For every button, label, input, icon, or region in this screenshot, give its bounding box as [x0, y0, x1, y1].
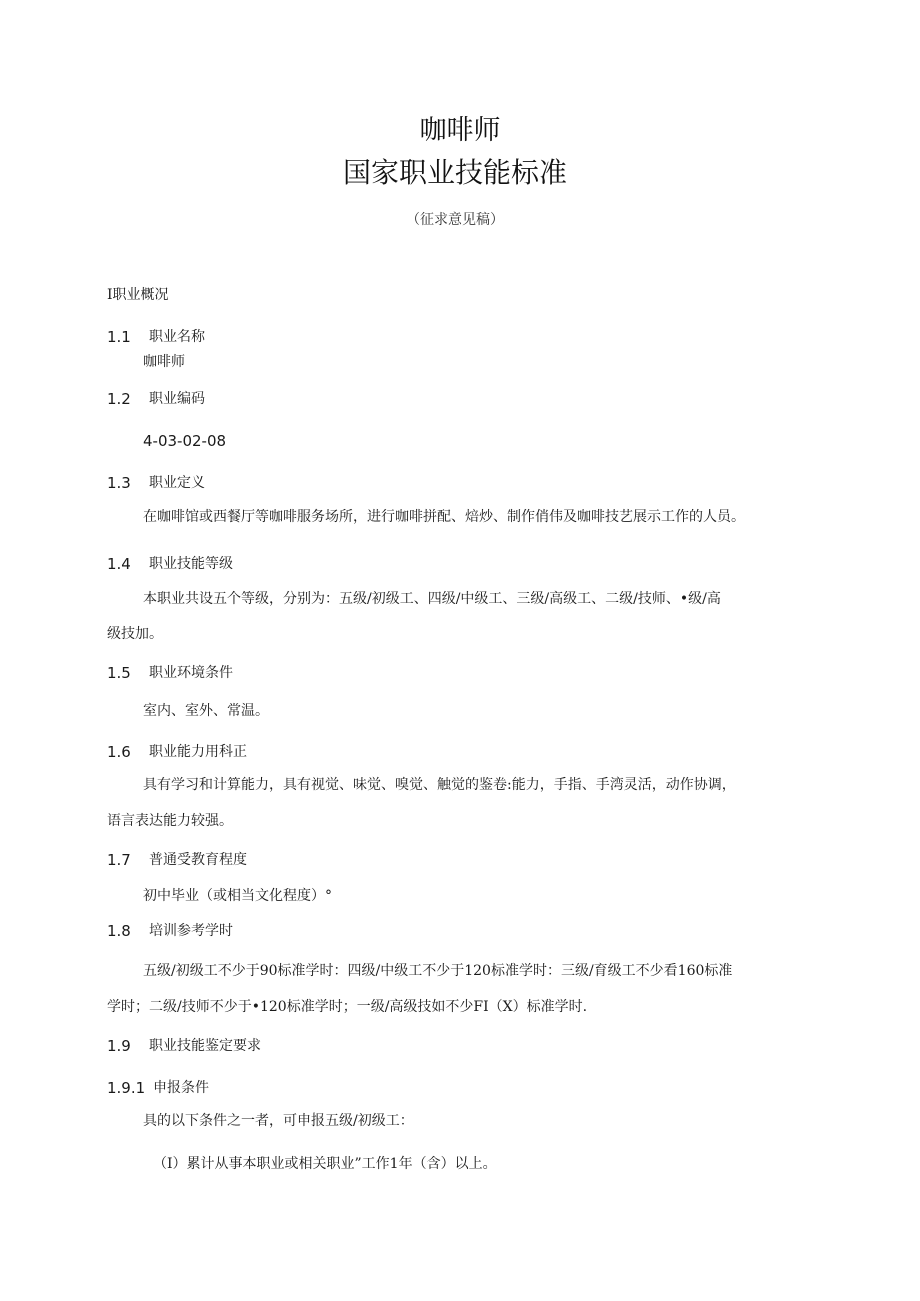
item-number-1-9-1: 1.9.1 [107, 1079, 146, 1097]
item-title-1-9: 职业技能鉴定要求 [149, 1038, 261, 1054]
item-body-1-6-line2: 语言表达能力较强。 [107, 813, 233, 829]
item-number-1-4: 1.4 [107, 555, 131, 573]
document-title-line2: 国家职业技能标准 [342, 156, 567, 189]
item-title-1-4: 职业技能等级 [149, 556, 233, 572]
item-title-1-5: 职业环境条件 [149, 665, 233, 681]
item-body-1-6-line1: 具有学习和计算能力，具有视觉、味觉、嗅觉、触觉的鉴卷:能力，手指、手湾灵活，动作协调， [143, 777, 736, 793]
document-subtitle: （征求意见稿） [406, 212, 504, 228]
item-title-1-1: 职业名称 [149, 329, 205, 345]
item-body-1-5: 室内、室外、常温。 [143, 703, 269, 719]
item-number-1-9: 1.9 [107, 1037, 131, 1055]
item-number-1-6: 1.6 [107, 743, 131, 761]
section-heading: I职业概况 [107, 287, 169, 303]
item-body-1-7: 初中毕业（或相当文化程度）° [143, 888, 332, 904]
item-number-1-7: 1.7 [107, 851, 131, 869]
item-title-1-9-1: 申报条件 [153, 1080, 209, 1096]
document-title-line1: 咖啡师 [419, 115, 501, 146]
item-title-1-7: 普通受教育程度 [149, 852, 247, 868]
item-number-1-1: 1.1 [107, 328, 131, 346]
item-body-1-8-line2: 学时；二级/技师不少于•120标准学时；一级/高级技如不少FI（X）标准学时. [107, 999, 588, 1015]
item-number-1-3: 1.3 [107, 474, 131, 492]
item-number-1-5: 1.5 [107, 664, 131, 682]
item-number-1-2: 1.2 [107, 390, 131, 408]
item-body-1-9-1: 具的以下条件之一者，可申报五级/初级工： [143, 1113, 414, 1129]
item-title-1-6: 职业能力用科正 [149, 744, 247, 760]
item-number-1-8: 1.8 [107, 922, 131, 940]
item-body-1-4-line2: 级技加。 [107, 626, 163, 642]
item-title-1-3: 职业定义 [149, 475, 205, 491]
item-body-1-8-line1: 五级/初级工不少于90标准学时：四级/中级工不少于120标准学时：三级/育级工不少看160标准 [143, 963, 733, 979]
item-body-1-3: 在咖啡馆或西餐厅等咖啡服务场所，进行咖啡拼配、焙炒、制作俏伟及咖啡技艺展示工作的人员。 [143, 509, 745, 525]
item-body-1-4-line1: 本职业共设五个等级，分别为：五级/初级工、四级/中级工、三级/高级工、二级/技师、•级/高 [143, 591, 721, 607]
item-body-1-1: 咖啡师 [143, 354, 185, 370]
item-body-1-2: 4-03-02-08 [143, 432, 227, 450]
item-title-1-8: 培训参考学时 [149, 923, 233, 939]
item-condition-1: （I）累计从事本职业或相关职业”工作1年（含）以上。 [153, 1156, 497, 1172]
item-title-1-2: 职业编码 [149, 391, 205, 407]
